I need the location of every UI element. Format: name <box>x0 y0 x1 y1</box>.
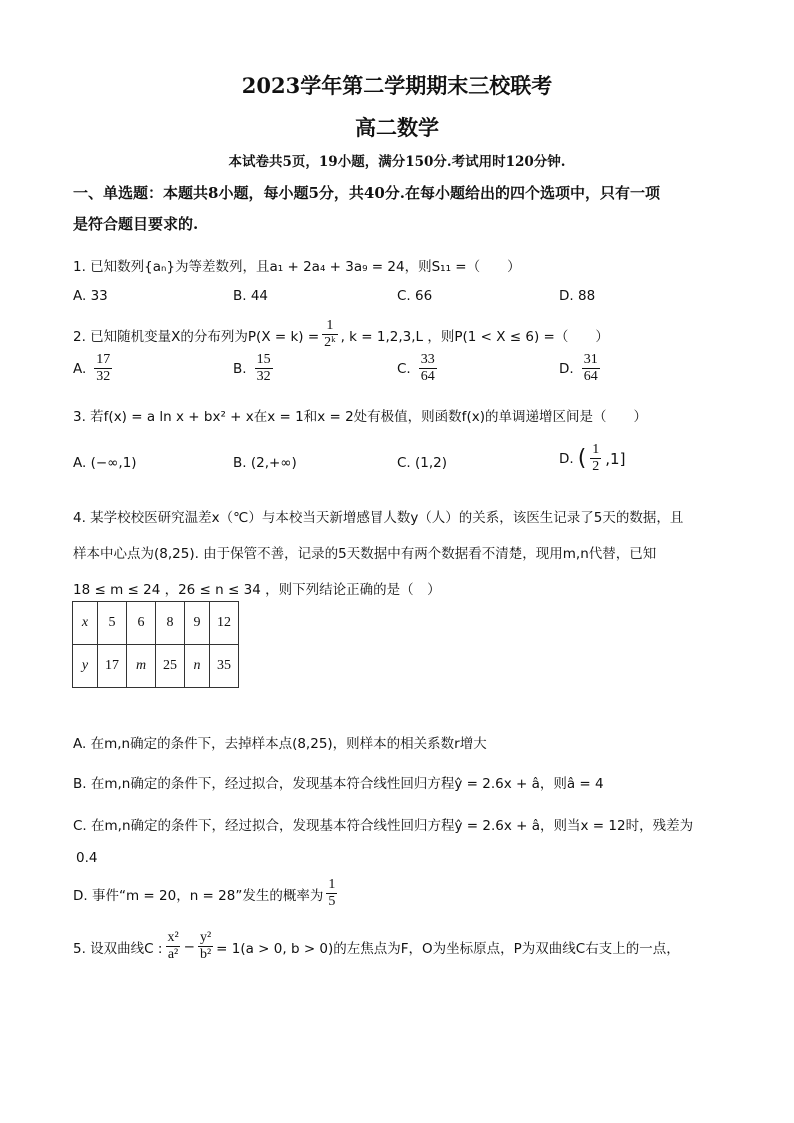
q2-option-c <box>397 352 437 385</box>
q3-option-d-frac <box>590 442 601 475</box>
q3-option-a: A. (−∞,1) <box>73 455 137 471</box>
q2-option-b-num: 15 <box>256 352 271 367</box>
q4-option-d-den: 5 <box>328 894 336 909</box>
section-heading-line1: 一、单选题：本题共8小题，每小题5分，共40分.在每小题给出的四个选项中，只有一项 <box>73 184 660 202</box>
section-heading-line2: 是符合题目要求的. <box>73 215 199 233</box>
q2-option-d-den: 64 <box>583 369 598 384</box>
q4-line1: 4. 某学校校医研究温差x（℃）与本校当天新增感冒人数y（人）的关系，该医生记录了5天的数据，且 <box>73 510 684 526</box>
q5-stem <box>73 930 680 963</box>
table-cell: 35 <box>210 645 239 688</box>
q3-option-c: C. (1,2) <box>397 455 448 471</box>
table-cell: 12 <box>210 602 239 645</box>
table-cell: 17 <box>98 645 127 688</box>
q1-option-c: C. 66 <box>397 288 433 304</box>
q4-option-c-line2: 0.4 <box>76 850 98 866</box>
table-cell: 5 <box>98 602 127 645</box>
q4-option-d-frac <box>326 877 337 910</box>
table-cell: 8 <box>156 602 185 645</box>
q2-option-a-den: 32 <box>96 369 111 384</box>
q2-option-b <box>233 352 273 385</box>
q2-frac-num: 1 <box>326 318 334 333</box>
q2-fraction <box>322 318 337 351</box>
q4-option-d <box>73 877 337 910</box>
table-cell: 6 <box>127 602 156 645</box>
q2-option-b-frac <box>255 352 273 385</box>
q4-data-table <box>72 601 239 688</box>
table-cell: x <box>73 602 98 645</box>
q3-option-b: B. (2,+∞) <box>233 455 297 471</box>
q5-stem-a: 5. 设双曲线C : <box>73 940 163 957</box>
q5-stem-b: = 1(a > 0, b > 0)的左焦点为F，O为坐标原点，P为双曲线C右支上的一点， <box>216 940 680 957</box>
q2-option-a-label: A. <box>73 360 87 377</box>
q1-option-b: B. 44 <box>233 288 269 304</box>
q2-stem-b: , k = 1,2,3,L ，则P(1 < X ≤ 6) =（ ） <box>340 328 609 345</box>
q5-frac-y-den: b² <box>199 947 212 962</box>
q2-stem <box>73 318 609 351</box>
exam-subtitle: 高二数学 <box>355 115 439 140</box>
q4-option-d-num: 1 <box>328 877 336 892</box>
q1-option-a: A. 33 <box>73 288 108 304</box>
q2-option-c-label: C. <box>397 360 411 377</box>
q5-frac-y <box>198 930 213 963</box>
q2-option-c-frac <box>419 352 437 385</box>
q2-option-d <box>559 352 600 385</box>
q5-frac-x-num: x² <box>167 930 179 945</box>
exam-note: 本试卷共5页，19小题，满分150分.考试用时120分钟. <box>228 154 566 170</box>
q3-option-d-label: D. <box>559 450 574 467</box>
q5-frac-x <box>165 930 180 963</box>
q2-option-d-frac <box>582 352 600 385</box>
q4-line2: 样本中心点为(8,25). 由于保管不善，记录的5天数据中有两个数据看不清楚，现用m,n代替，已知 <box>73 546 657 562</box>
q3-option-d <box>559 442 625 475</box>
table-cell: y <box>73 645 98 688</box>
q3-option-d-den: 2 <box>592 459 600 474</box>
q3-option-d-num: 1 <box>592 442 600 457</box>
q4-option-c-line1: C. 在m,n确定的条件下，经过拟合，发现基本符合线性回归方程ŷ = 2.6x + â，则当x = 12时，残差为 <box>73 818 694 834</box>
q2-option-c-den: 64 <box>420 369 435 384</box>
q3-option-d-paren: ( <box>577 446 587 471</box>
q2-option-a <box>73 352 112 385</box>
q5-frac-y-num: y² <box>199 930 212 945</box>
q2-option-d-label: D. <box>559 360 574 377</box>
q4-option-a: A. 在m,n确定的条件下，去掉样本点(8,25)，则样本的相关系数r增大 <box>73 736 487 752</box>
table-row <box>73 645 239 688</box>
q2-option-c-num: 33 <box>420 352 435 367</box>
q4-option-b: B. 在m,n确定的条件下，经过拟合，发现基本符合线性回归方程ŷ = 2.6x + â，则â = 4 <box>73 776 604 792</box>
exam-title: 2023学年第二学期期末三校联考 <box>241 73 553 98</box>
q1-option-d: D. 88 <box>559 288 596 304</box>
q2-option-a-num: 17 <box>96 352 111 367</box>
q3-stem: 3. 若f(x) = a ln x + bx² + x在x = 1和x = 2处有极值，则函数f(x)的单调递增区间是（ ） <box>73 409 647 425</box>
q3-option-d-tail: ,1] <box>605 449 626 468</box>
table-cell: n <box>185 645 210 688</box>
q1-stem: 1. 已知数列{aₙ}为等差数列，且a₁ + 2a₄ + 3a₉ = 24，则S₁₁ =（ ） <box>73 259 521 275</box>
q2-option-b-den: 32 <box>256 369 271 384</box>
table-cell: 25 <box>156 645 185 688</box>
q4-line3: 18 ≤ m ≤ 24 ，26 ≤ n ≤ 34 ，则下列结论正确的是（ ） <box>73 582 441 598</box>
q2-stem-a: 2. 已知随机变量X的分布列为P(X = k) = <box>73 328 320 345</box>
q4-option-d-text: D. 事件“m = 20，n = 28”发生的概率为 <box>73 887 324 904</box>
q2-option-b-label: B. <box>233 360 247 377</box>
q5-minus: − <box>183 938 195 955</box>
table-cell: m <box>127 645 156 688</box>
q5-frac-x-den: a² <box>167 947 179 962</box>
q2-option-d-num: 31 <box>583 352 598 367</box>
q2-frac-den: 2ᵏ <box>324 335 336 350</box>
table-row <box>73 602 239 645</box>
table-cell: 9 <box>185 602 210 645</box>
q2-option-a-frac <box>94 352 112 385</box>
